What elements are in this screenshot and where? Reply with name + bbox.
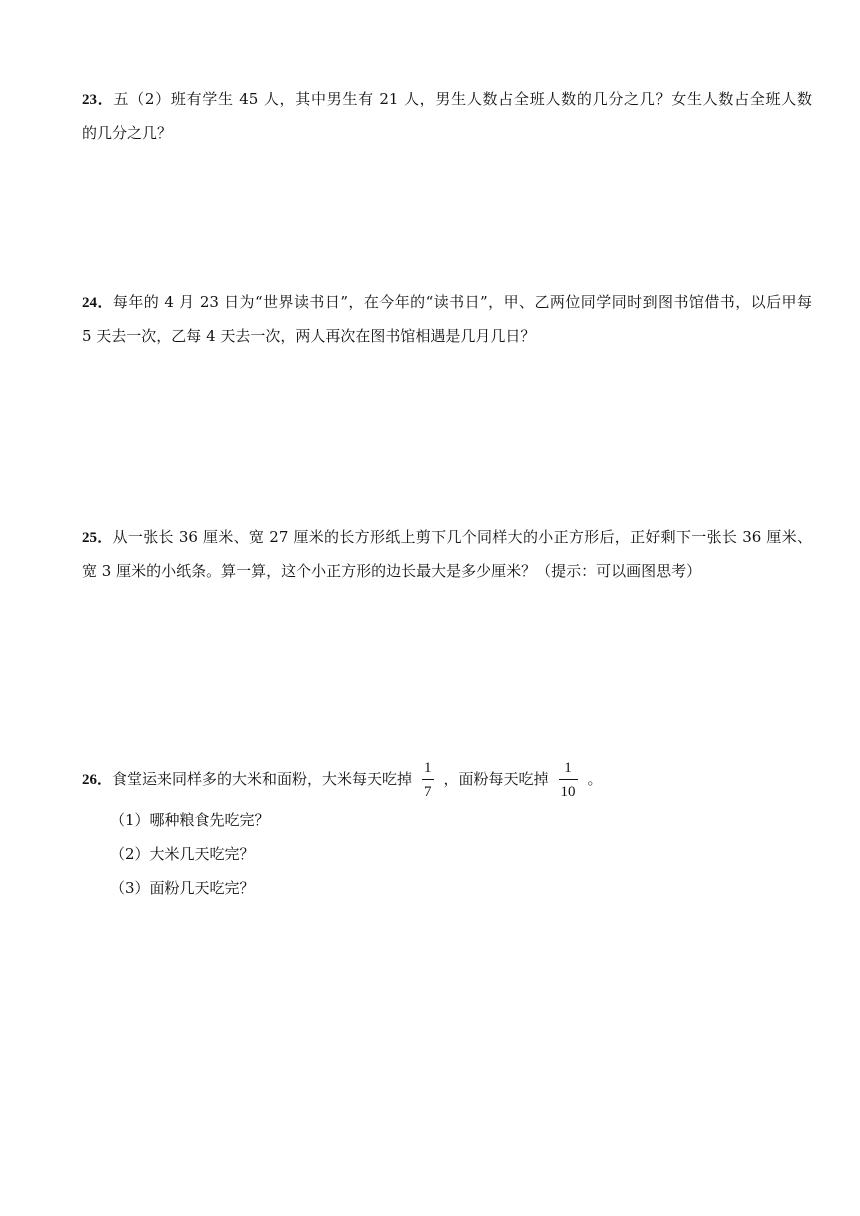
problem-24-text-2: 5 天去一次，乙每 4 天去一次，两人再次在图书馆相遇是几月几日？	[82, 327, 536, 345]
fraction-one-seventh	[422, 759, 434, 801]
fraction-1-numerator: 1	[422, 759, 434, 780]
problem-25-text-1: 从一张长 36 厘米、宽 27 厘米的长方形纸上剪下几个同样大的小正方形后，正好剩下一张长 36 厘米、	[112, 528, 812, 546]
sub-question-2: （2）大米几天吃完？	[110, 845, 255, 863]
problem-25-number: 25．	[82, 530, 113, 546]
problem-23-number: 23．	[82, 92, 114, 108]
problem-26-text-after: 。	[587, 770, 603, 788]
sub-question-1: （1）哪种粮食先吃完？	[110, 811, 270, 829]
problem-25-text-2: 宽 3 厘米的小纸条。算一算，这个小正方形的边长最大是多少厘米？（提示：可以画图思考）	[82, 562, 702, 580]
problem-23-text-1: 五（2）班有学生 45 人，其中男生有 21 人，男生人数占全班人数的几分之几？女生人数占全班人数	[113, 90, 812, 108]
problem-25-line-2	[82, 554, 812, 588]
problem-23-text-2: 的几分之几？	[82, 124, 173, 142]
problem-26-line-1	[82, 756, 812, 802]
problem-23-line-1	[82, 82, 812, 116]
fraction-2-denominator: 10	[560, 784, 576, 800]
problem-26-text-before: 食堂运来同样多的大米和面粉，大米每天吃掉	[112, 770, 413, 788]
problem-24-line-2	[82, 319, 812, 353]
problem-24	[82, 285, 812, 353]
problem-25	[82, 520, 812, 588]
problem-26-text-middle: ，面粉每天吃掉	[443, 770, 549, 788]
problem-25-line-1	[82, 520, 812, 554]
problem-24-line-1	[82, 285, 812, 319]
fraction-2-numerator: 1	[559, 759, 578, 780]
fraction-1-denominator: 7	[424, 784, 432, 800]
fraction-one-tenth	[559, 759, 578, 801]
problem-26-number: 26．	[82, 772, 113, 788]
problem-23-line-2	[82, 116, 812, 150]
problem-23	[82, 82, 812, 150]
problem-24-text-1: 每年的 4 月 23 日为“世界读书日”，在今年的“读书日”，甲、乙两位同学同时到图书馆借书，以后甲每	[112, 293, 812, 311]
problem-24-number: 24．	[82, 295, 113, 311]
sub-question-3: （3）面粉几天吃完？	[110, 879, 255, 897]
problem-26	[82, 756, 812, 802]
